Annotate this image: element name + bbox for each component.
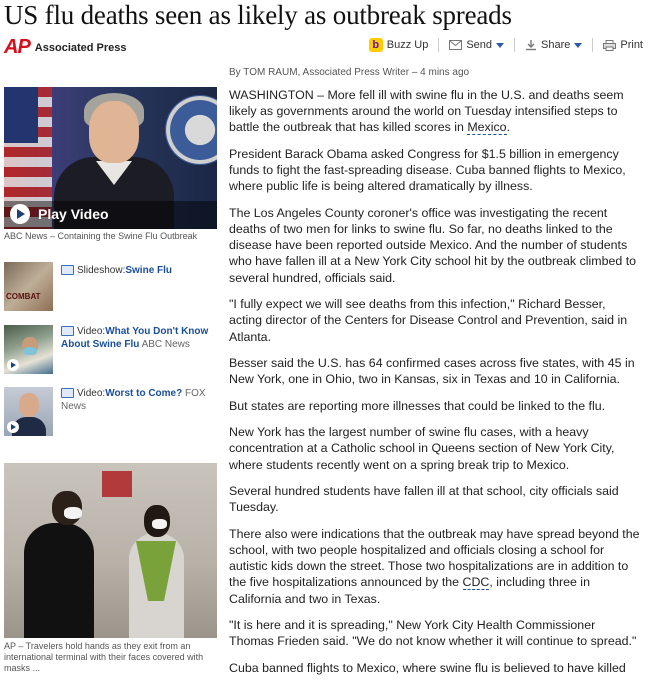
- related-item-link[interactable]: Worst to Come?: [105, 388, 183, 399]
- send-button[interactable]: [449, 39, 504, 51]
- paragraph-text: WASHINGTON – More fell ill with swine flu in the U.S. and deaths seem likely as governments around the world on Tuesday intensified steps to battle the outbreak that has killed scores in: [229, 88, 624, 135]
- article-paragraph: Several hundred students have fallen ill at that school, city officials said Tuesday.: [229, 484, 619, 515]
- related-item-prefix: Video:: [77, 326, 106, 337]
- send-label: Send: [466, 39, 493, 51]
- buzz-up-button[interactable]: [369, 38, 429, 52]
- video-thumbnail[interactable]: [4, 387, 53, 436]
- chevron-down-icon: [574, 43, 582, 48]
- envelope-icon: [449, 40, 462, 50]
- ap-logo-mark: AP: [4, 36, 30, 58]
- play-video-label[interactable]: Play Video: [38, 206, 109, 222]
- chevron-down-icon: [496, 43, 504, 48]
- toolbar-divider: [438, 38, 439, 52]
- video-caption-text: – Containing the Swine Flu Outbreak: [50, 231, 198, 241]
- print-button[interactable]: [603, 39, 643, 51]
- related-item-source: ABC News: [141, 339, 190, 350]
- related-item-source: FOX News: [61, 388, 206, 412]
- print-label: Print: [620, 39, 643, 51]
- paragraph-text: There also were indications that the outbreak may have spread beyond the school, with two people hospitalized and officials closing a school for autistic kids down the street. Those two hospitalizations are in addition to the five hospitalizations announced by the: [229, 526, 640, 590]
- slideshow-thumbnail[interactable]: [4, 262, 53, 311]
- related-item-link[interactable]: Swine Flu: [125, 265, 173, 276]
- related-item-text: [61, 262, 221, 311]
- toolbar-divider: [514, 38, 515, 52]
- video-thumbnail[interactable]: [4, 325, 53, 374]
- cdc-link[interactable]: CDC: [462, 575, 490, 590]
- article-paragraph: President Barack Obama asked Congress for $1.5 billion in emergency funds to fight the fast-spreading disease. Cuba banned flights to Mexico, where public life is being altered dramatically by illness.: [229, 146, 626, 194]
- article-toolbar: [369, 38, 643, 52]
- slideshow-icon: [61, 265, 74, 275]
- video-icon: [61, 326, 74, 336]
- paragraph-text: .: [506, 120, 511, 135]
- printer-icon: [603, 40, 616, 51]
- lead-video-player[interactable]: [4, 87, 217, 229]
- play-icon: [17, 209, 25, 219]
- related-item-prefix: Slideshow:: [77, 265, 126, 276]
- photo-caption: AP – Travelers hold hands as they exit from an international terminal with their faces covered with masks ...: [4, 641, 204, 673]
- related-item: [4, 325, 221, 374]
- play-button[interactable]: [10, 204, 30, 224]
- video-icon: [61, 388, 74, 398]
- article-paragraph: "I fully expect we will see deaths from this infection," Richard Besser, acting director of the Centers for Disease Control and Prevention, said in Atlanta.: [229, 297, 628, 344]
- article-paragraph: Besser said the U.S. has 64 confirmed cases across five states, with 45 in New York, one in Ohio, two in Kansas, six in Texas and 10 in California.: [229, 356, 635, 387]
- article-paragraph: [229, 87, 641, 136]
- thumbnail-sign-text: COMBAT: [6, 292, 41, 301]
- article-paragraph: Cuba banned flights to Mexico, where swine flu is believed to have killed: [229, 660, 626, 675]
- thumbnail-face: [19, 393, 39, 417]
- thumbnail-mask: [23, 347, 37, 355]
- article-paragraph: New York has the largest number of swine flu cases, with a heavy concentration at a Catholic school in Queens section of New York City, where students recently went on a spring break trip to Mexico.: [229, 425, 615, 472]
- related-item-prefix: Video:: [77, 388, 106, 399]
- related-item: [4, 387, 221, 436]
- ap-logo[interactable]: [4, 36, 127, 59]
- video-caption-source[interactable]: ABC News: [4, 231, 48, 241]
- related-item-text: [61, 387, 221, 436]
- flag-stars: [4, 87, 38, 143]
- toolbar-divider: [592, 38, 593, 52]
- play-overlay: [4, 201, 217, 229]
- related-item: [4, 262, 221, 311]
- article-paragraph: [229, 526, 641, 607]
- related-item-link[interactable]: What You Don't Know About Swine Flu: [61, 326, 209, 350]
- share-label: Share: [541, 39, 571, 51]
- article-photo[interactable]: [4, 463, 217, 638]
- photo-face-mask: [152, 519, 167, 529]
- article-paragraph: "It is here and it is spreading," New York City Health Commissioner Thomas Frieden said. "We do not know whether it will continue to spread.": [229, 618, 637, 649]
- article-paragraph: But states are reporting more illnesses that could be linked to the flu.: [229, 398, 606, 413]
- buzz-icon: b: [369, 38, 383, 52]
- article-body: [229, 87, 641, 686]
- share-button[interactable]: [525, 39, 582, 51]
- headline: US flu deaths seen as likely as outbreak spreads: [4, 0, 512, 30]
- source-name: Associated Press: [34, 41, 127, 54]
- photo-face-mask: [64, 507, 82, 519]
- paragraph-text: , including three in California and two in Texas.: [229, 575, 590, 606]
- play-icon: [7, 421, 19, 433]
- mexico-link[interactable]: Mexico: [467, 120, 507, 135]
- article-paragraph: The Los Angeles County coroner's office was investigating the recent deaths of two men for links to swine flu. So far, no deaths linked to the disease have been reported outside Mexico. And the number of students who have fallen ill at a New York City school hit by the outbreak climbed to several hundred, officials said.: [229, 205, 637, 285]
- buzz-up-label: Buzz Up: [386, 39, 429, 51]
- photo-sign: [102, 471, 132, 497]
- speaker-head: [89, 101, 139, 163]
- video-caption: [4, 231, 219, 242]
- byline: By TOM RAUM, Associated Press Writer – 4 mins ago: [229, 67, 470, 78]
- play-icon: [7, 359, 19, 371]
- related-item-text: [61, 325, 221, 374]
- photo-man: [24, 523, 94, 638]
- share-icon: [525, 39, 537, 51]
